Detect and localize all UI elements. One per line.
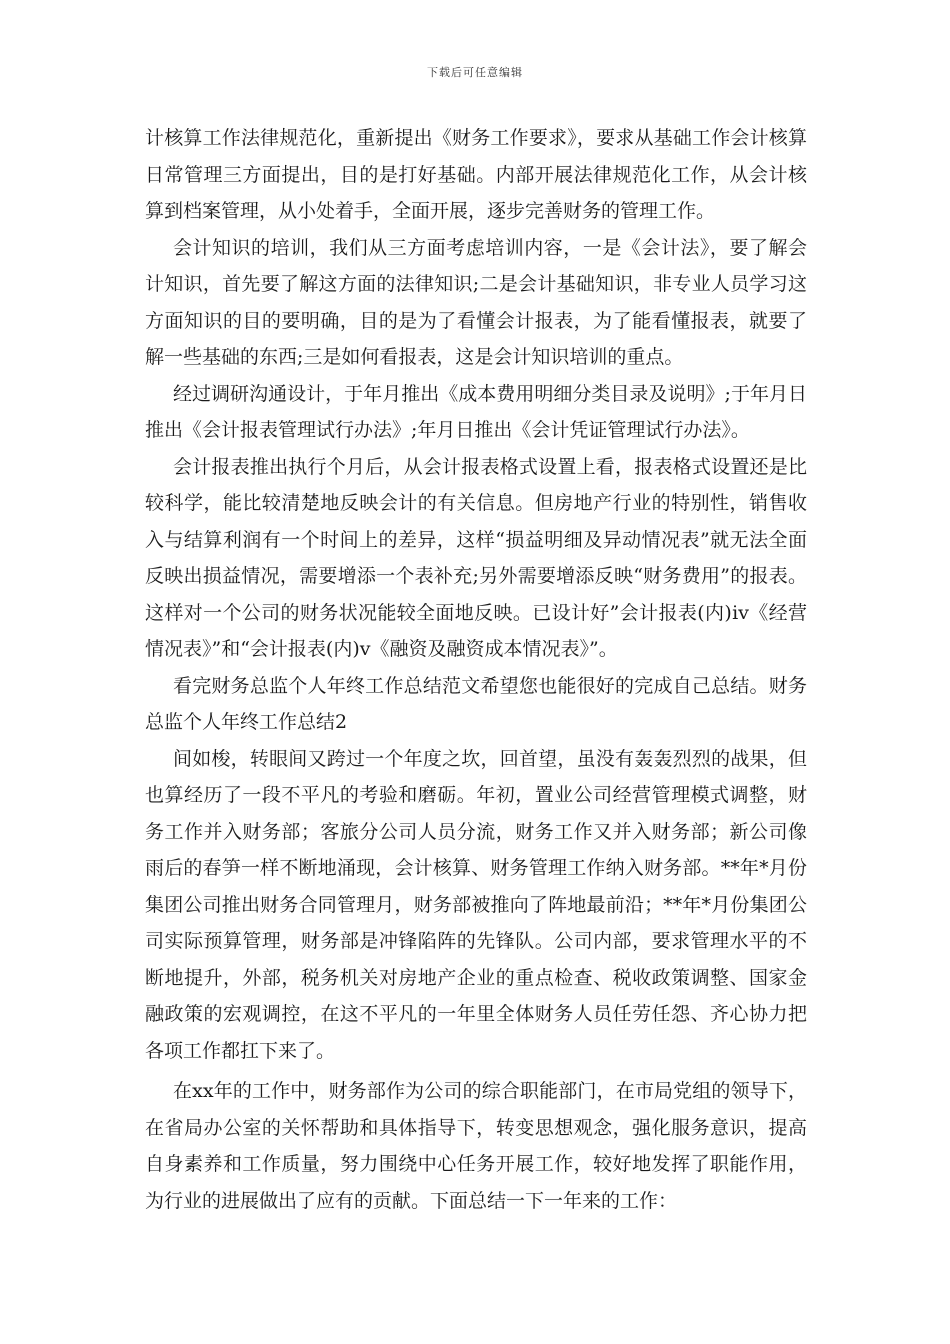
paragraph-accounting-standardization: 计核算工作法律规范化，重新提出《财务工作要求》，要求从基础工作会计核算日常管理三方面提出，目的是打好基础。内部开展法律规范化工作，从会计核算到档案管理，从小处着手，全面开展，逐步完善财务的管理工作。 <box>145 127 807 222</box>
document-body <box>145 120 807 1219</box>
paragraph-report-execution: 会计报表推出执行个月后，从会计报表格式设置上看，报表格式设置还是比较科学，能比较清楚地反映会计的有关信息。但房地产行业的特别性，销售收入与结算利润有一个时间上的差异，这样“损益明细及异动情况表”就无法全面反映出损益情况，需要增添一个表补充;另外需要增添反映“财务费用”的报表。这样对一个公司的财务状况能较全面地反映。已设计好”会计报表(内)ⅳ《经营情况表》”和“会计报表(内)ⅴ《融资及融资成本情况表》”。 <box>145 455 807 660</box>
paragraph-year-review: 间如梭，转眼间又跨过一个年度之坎，回首望，虽没有轰轰烈烈的战果，但也算经历了一段不平凡的考验和磨砺。年初，置业公司经营管理模式调整，财务工作并入财务部；客旅分公司人员分流，财务工作又并入财务部；新公司像雨后的春笋一样不断地涌现，会计核算、财务管理工作纳入财务部。**年*月份集团公司推出财务合同管理月，财务部被推向了阵地最前沿；**年*月份集团公司实际预算管理，财务部是冲锋陷阵的先锋队。公司内部，要求管理水平的不断地提升，外部，税务机关对房地产企业的重点检查、税收政策调整、国家金融政策的宏观调控，在这不平凡的一年里全体财务人员任劳任怨、齐心协力把各项工作都扛下来了。 <box>145 747 807 1062</box>
paragraph-accounting-training: 会计知识的培训，我们从三方面考虑培训内容，一是《会计法》，要了解会计知识，首先要了解这方面的法律知识;二是会计基础知识，非专业人员学习这方面知识的目的要明确，目的是为了看懂会计报表，为了能看懂报表，就要了解一些基础的东西;三是如何看报表，这是会计知识培训的重点。 <box>145 236 807 368</box>
paragraph-department-work: 在xx年的工作中，财务部作为公司的综合职能部门，在市局党组的领导下，在省局办公室的关怀帮助和具体指导下，转变思想观念，强化服务意识，提高自身素养和工作质量，努力围绕中心任务开展工作，较好地发挥了职能作用，为行业的进展做出了应有的贡献。下面总结一下一年来的工作： <box>145 1080 807 1212</box>
page-header: 下载后可任意编辑 <box>427 66 523 79</box>
paragraph-policy-release: 经过调研沟通设计，于年月推出《成本费用明细分类目录及说明》;于年月日推出《会计报表管理试行办法》;年月日推出《会计凭证管理试行办法》。 <box>145 382 807 441</box>
paragraph-summary-transition: 看完财务总监个人年终工作总结范文希望您也能很好的完成自己总结。财务总监个人年终工作总结2 <box>145 674 807 733</box>
